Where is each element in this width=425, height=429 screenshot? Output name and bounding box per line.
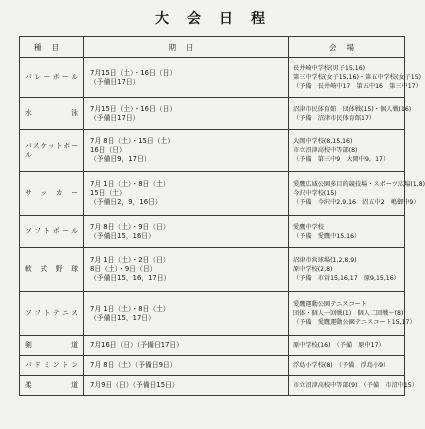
date-line: 7月15日（土）・16日（日） [90, 104, 177, 113]
event-name: バレーボール [25, 73, 78, 81]
event-name: 柔道 [25, 381, 78, 389]
date-line: （予備日15，16日） [90, 231, 155, 240]
event-name: サッカー [25, 189, 78, 197]
date-line: 7月16日（日）（予備日17日） [90, 341, 183, 349]
date-line: 7月 1日（土）・8日（土） [90, 304, 170, 313]
table-row [20, 248, 405, 292]
page-title: 大会日程 [155, 11, 283, 27]
table-row [20, 58, 405, 98]
venue-line: （予備 長井崎中17 第五中16 第三中17） [293, 83, 422, 90]
date-line: 16日（日） [90, 146, 126, 154]
header-event: 種目 [20, 37, 84, 58]
venue-line: （予備 市営15,16,17 原9,15,16） [293, 275, 400, 282]
header-row [20, 37, 405, 58]
table-row [20, 130, 405, 172]
venue-cell [289, 216, 405, 248]
date-cell [84, 336, 289, 356]
event-cell [20, 216, 84, 248]
venue-line: 愛鷹広域公園多目的競技場・スポーツ広場(1,8) [293, 181, 425, 188]
event-cell [20, 356, 84, 376]
table-row [20, 292, 405, 336]
venue-cell [289, 292, 416, 336]
table-row [20, 336, 405, 356]
table-row [20, 98, 405, 130]
date-line: 7月 8日（土）（予備日9日） [90, 361, 177, 369]
venue-line: （予備 沼津市民体育館17） [293, 114, 376, 122]
event-name: 剣道 [25, 341, 78, 349]
event-cell [20, 172, 84, 216]
event-name: ソフトテニス [25, 309, 78, 317]
venue-cell [289, 376, 418, 396]
date-line: 7月9日（日）（予備日15日） [90, 381, 179, 389]
venue-line: 長井崎中学校(男子15,16) [293, 65, 366, 72]
date-cell [84, 172, 289, 216]
table-row [20, 216, 405, 248]
header-venue: 会場 [289, 37, 405, 58]
date-cell [84, 248, 289, 292]
date-line: 7月 8日（土）・9日（日） [90, 222, 170, 231]
header-date: 期日 [84, 37, 289, 58]
date-line: （予備日15，16，17日） [90, 274, 171, 282]
table-row [20, 376, 405, 396]
venue-line: 今沢中学校(15) [293, 190, 337, 197]
schedule-table [19, 36, 425, 396]
venue-line: 市立沼津高校中等部(9) （予備 市沼中15） [293, 382, 418, 389]
event-cell [20, 248, 84, 292]
venue-line: 愛鷹運動公園テニスコート [293, 301, 368, 308]
venue-line: 愛鷹中学校 [293, 223, 324, 231]
date-cell [84, 98, 289, 130]
date-cell [84, 292, 289, 336]
venue-line: 原中学校(2,8) [293, 266, 333, 273]
date-line: （予備日15，17日） [90, 313, 155, 322]
venue-cell [289, 356, 405, 376]
event-name: 水泳 [25, 109, 78, 117]
venue-cell [289, 58, 422, 98]
event-cell [20, 58, 84, 98]
event-name: バスケットボール [25, 141, 78, 159]
date-cell [84, 216, 289, 248]
table-row [20, 356, 405, 376]
venue-cell [289, 98, 412, 130]
date-cell [84, 58, 289, 98]
date-line: 7月 1日（土）・8日（土） [90, 180, 170, 188]
venue-line: （予備 第三中9 大岡中9，17） [293, 156, 390, 163]
event-name: 軟式野球 [25, 265, 78, 273]
date-line: 7月15日（土）・16日（日） [90, 68, 177, 77]
event-cell [20, 98, 84, 130]
venue-line: 市立沼津高校中等部(8) [293, 147, 358, 154]
event-cell [20, 130, 84, 172]
venue-line: 団体・個人一回戦(1) 個人二回戦〜(8) [293, 310, 404, 317]
venue-cell [289, 130, 405, 172]
date-cell [84, 130, 289, 172]
date-line: （予備日17日） [90, 113, 140, 122]
event-name: バドミントン [25, 361, 78, 369]
schedule-body [20, 58, 425, 396]
venue-line: 第三中学校(女子15,16)・第五中学校(女子15) [293, 74, 422, 81]
date-line: （予備日9，17日） [90, 155, 151, 163]
venue-line: （予備 愛鷹運動公園テニスコート15,17） [293, 319, 416, 326]
venue-line: （予備 今沢中2,9,16 沼五中2 嶋御中9） [293, 199, 420, 206]
date-line: 7月 1日（土）・2日（日） [90, 256, 170, 264]
venue-line: （予備 愛鷹中15,16） [293, 232, 361, 240]
venue-cell [289, 248, 405, 292]
venue-line: 原中学校(16) （予備 原中17） [293, 342, 385, 349]
table-row [20, 172, 405, 216]
date-cell [84, 376, 289, 396]
venue-line: 沼津市民体育館 団体戦(15)・個人戦(16) [293, 105, 412, 113]
venue-cell [289, 336, 405, 356]
event-cell [20, 336, 84, 356]
venue-line: 大岡中学校(8,15,16) [293, 138, 353, 145]
event-name: ソフトボール [25, 227, 78, 235]
date-line: （予備日2，9，16日） [90, 198, 162, 206]
date-line: 15日（土） [90, 189, 126, 197]
venue-cell [289, 172, 425, 216]
event-cell [20, 376, 84, 396]
date-line: （予備日17日） [90, 77, 140, 86]
venue-line: 沼津市営球場(1,2,8,9) [293, 257, 357, 264]
venue-line: 浮島小学校(8) （予備 浮島小9） [293, 362, 390, 369]
date-line: 8日（土）・9日（日） [90, 265, 157, 273]
date-line: 7月 8日（土）・15日（土） [90, 137, 175, 145]
date-cell [84, 356, 289, 376]
event-cell [20, 292, 84, 336]
